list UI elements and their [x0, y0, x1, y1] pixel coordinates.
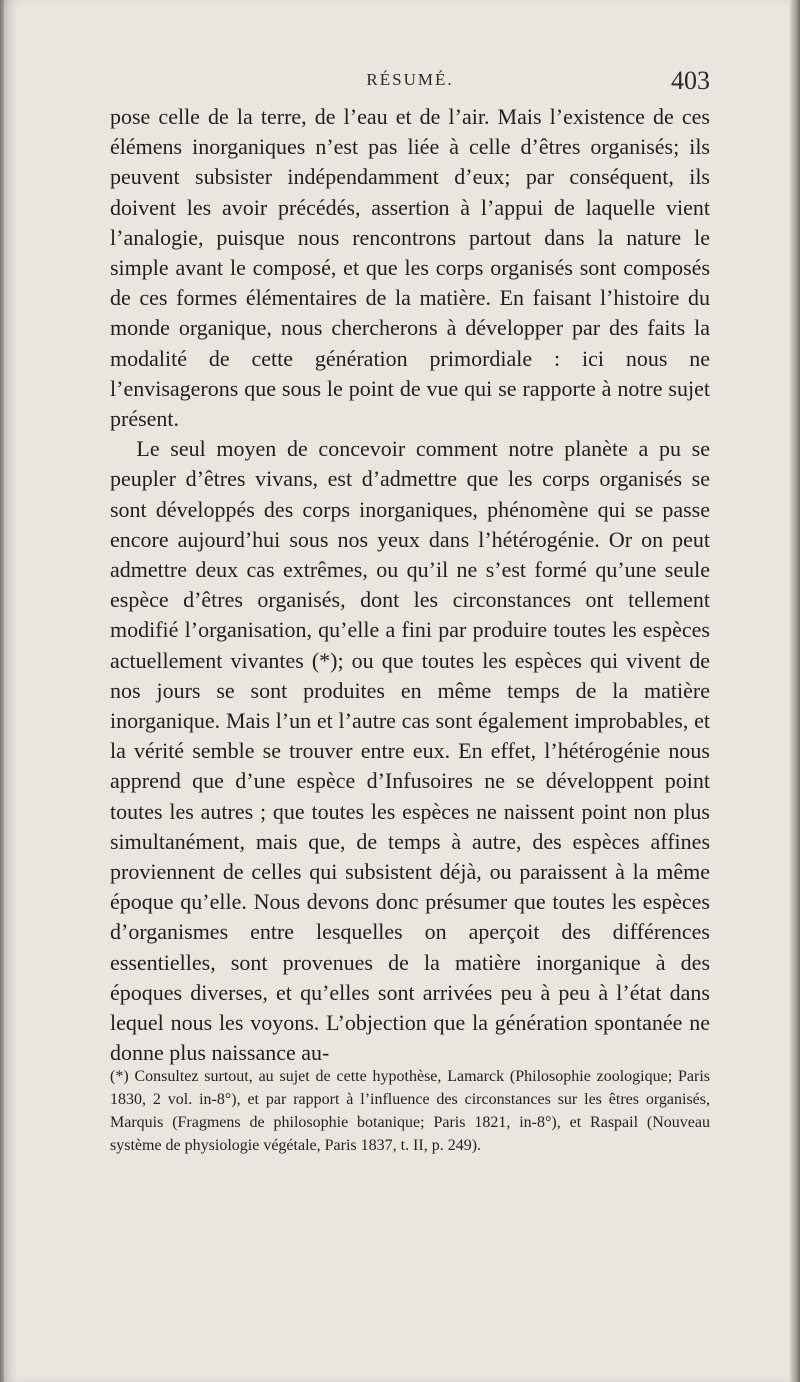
running-head: RÉSUMÉ. — [366, 70, 454, 89]
paragraph: pose celle de la terre, de l’eau et de l’air. Mais l’existence de ces élémens inorganiques n’est pas liée à celle d’êtres organisés; ils peuvent subsister indépendamment d’eux; par conséquent, ils doivent les avoir précédés, assertion à l’appui de laquelle vient l’analogie, puisque nous rencontrons partout dans la nature le simple avant le composé, et que les corps organisés sont composés de ces formes élémentaires de la matière. En faisant l’histoire du monde organique, nous chercherons à développer par des faits la modalité de cette génération primordiale : ici nous ne l’envisagerons que sous le point de vue qui se rapporte à notre sujet présent. — [110, 104, 710, 432]
paragraph: Le seul moyen de concevoir comment notre planète a pu se peupler d’êtres vivans, est d’admettre que les corps organisés se sont développés des corps inorganiques, phénomène qui se passe encore aujourd’hui sous nos yeux dans l’hétérogénie. Or on peut admettre deux cas extrêmes, ou qu’il ne s’est formé qu’une seule espèce d’êtres organisés, dont les circonstances ont tellement modifié l’organisation, qu’elle a fini par produire toutes les espèces actuellement vivantes (*); ou que toutes les espèces qui vivent de nos jours se sont produites en même temps de la matière inorganique. Mais l’un et l’autre cas sont également improbables, et la vérité semble se trouver entre eux. En effet, l’hétérogénie nous apprend que d’une espèce d’Infusoires ne se développent point toutes les autres ; que toutes les espèces ne naissent point non plus simultanément, mais que, de temps à autre, des espèces affines proviennent de celles qui subsistent déjà, ou paraissent à la même époque qu’elle. Nous devons donc présumer que toutes les espèces d’organismes entre lesquelles on aperçoit des différences essentielles, sont provenues de la matière inorganique à des époques diverses, et qu’elles sont arrivées peu à peu à l’état dans lequel nous les voyons. L’objection que la génération spontanée ne donne plus naissance au- — [110, 436, 710, 1066]
page-right-edge — [790, 0, 800, 1382]
footnote — [110, 1065, 710, 1157]
footnote-text: (*) Consultez surtout, au sujet de cette hypothèse, Lamarck (Philosophie zoologique; Paris 1830, 2 vol. in-8°), et par rapport à l’influence des circonstances sur les êtres organisés, Marquis (Fragmens de philosophie botanique; Paris 1821, in-8°), et Raspail (Nouveau système de physiologie végétale, Paris 1837, t. II, p. 249). — [110, 1068, 710, 1154]
page-header — [110, 66, 710, 104]
body-text — [110, 102, 710, 1069]
page-number: 403 — [671, 66, 710, 95]
